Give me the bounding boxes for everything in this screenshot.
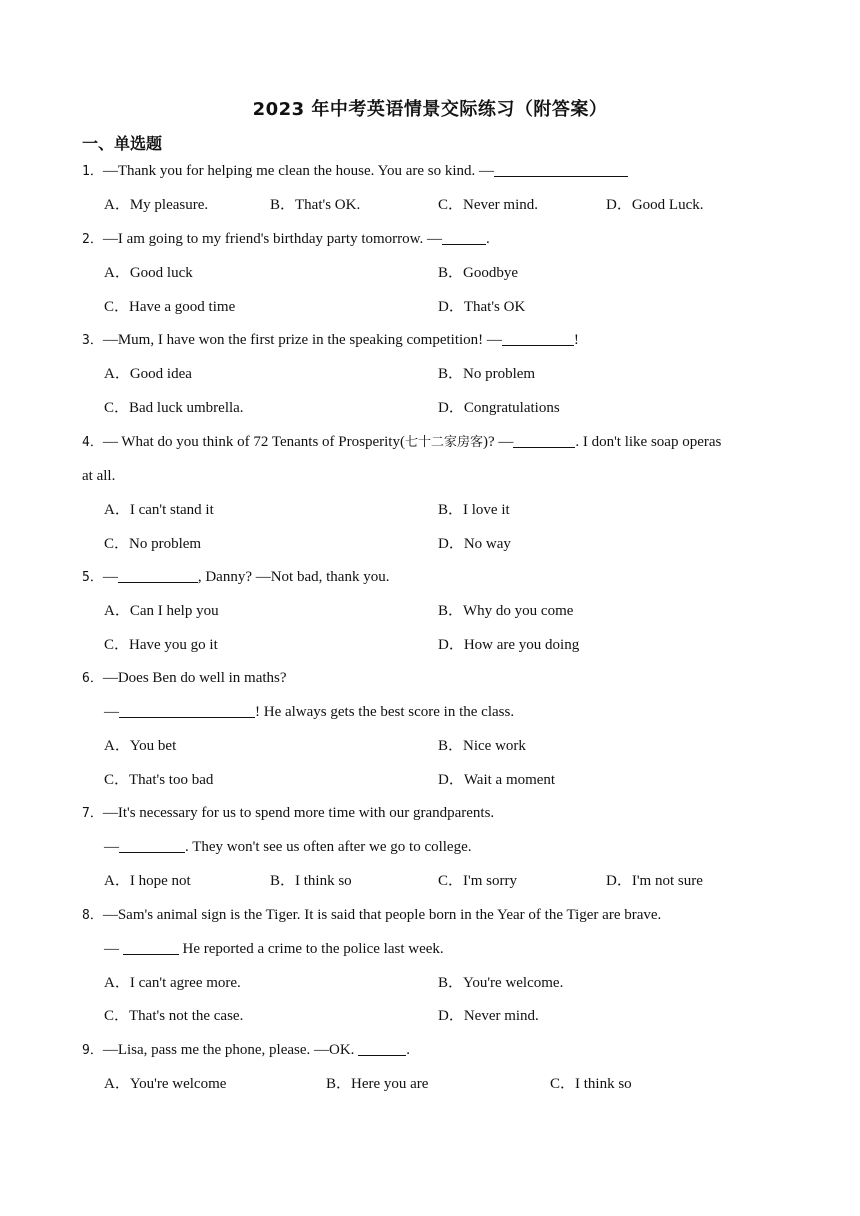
option-a[interactable]: A．Good idea [104,366,192,382]
option-d[interactable]: D．Congratulations [438,400,560,416]
option-d[interactable]: D．How are you doing [438,637,580,653]
option-c[interactable]: C．Bad luck umbrella. [104,400,244,416]
option-b[interactable]: B．That's OK. [270,197,361,213]
question-5-stem: 5．— , Danny? —Not bad, thank you. [82,569,390,585]
question-number: 1． [82,164,103,179]
option-a[interactable]: A．I hope not [104,873,191,889]
answer-blank [442,229,486,245]
option-d[interactable]: D．Wait a moment [438,772,556,788]
question-9-stem: 9．—Lisa, pass me the phone, please. —OK. . [82,1042,410,1058]
answer-blank [494,161,628,177]
option-a[interactable]: A．I can't agree more. [104,975,241,991]
question-6-stem-reply: — ! He always gets the best score in the class. [104,704,515,720]
answer-blank [502,330,574,346]
question-4-stem-continued: at all. [82,468,116,484]
question-number: 8． [82,908,103,923]
option-c[interactable]: C．I'm sorry [438,873,517,889]
page-title: 2023 年中考英语情景交际练习（附答案） [252,99,608,120]
question-7-stem-reply: — . They won't see us often after we go to college. [104,839,472,855]
question-number: 6． [82,671,103,686]
answer-blank [358,1040,406,1056]
question-number: 4． [82,435,103,450]
question-2-stem: 2．—I am going to my friend's birthday party tomorrow. — . [82,231,490,247]
option-c[interactable]: C．I think so [550,1076,632,1092]
answer-blank [123,939,179,955]
option-c[interactable]: C．Never mind. [438,197,538,213]
option-c[interactable]: C．Have you go it [104,637,218,653]
question-8-stem-reply: — He reported a crime to the police last week. [104,941,444,957]
question-3-stem: 3．—Mum, I have won the first prize in the speaking competition! — ! [82,332,579,348]
answer-blank [513,432,575,448]
question-number: 9． [82,1043,103,1058]
question-4-stem: 4．— What do you think of 72 Tenants of Prosperity(七十二家房客)? — . I don't like soap operas [82,434,722,450]
option-c[interactable]: C．That's too bad [104,772,214,788]
option-b[interactable]: B．Goodbye [438,265,518,281]
question-number: 3． [82,333,103,348]
answer-blank [119,702,255,718]
question-number: 2． [82,232,103,247]
option-b[interactable]: B．You're welcome. [438,975,564,991]
question-1-stem: 1．—Thank you for helping me clean the house. You are so kind. — [82,161,628,182]
option-a[interactable]: A．Good luck [104,265,193,281]
option-d[interactable]: D．No way [438,536,511,552]
option-c[interactable]: C．Have a good time [104,299,236,315]
question-7-stem: 7．—It's necessary for us to spend more time with our grandparents. [82,805,495,821]
option-a[interactable]: A．I can't stand it [104,502,214,518]
option-b[interactable]: B．I love it [438,502,510,518]
question-8-stem: 8．—Sam's animal sign is the Tiger. It is said that people born in the Year of the Tiger are brave. [82,907,662,923]
option-a[interactable]: A．You're welcome [104,1076,227,1092]
question-number: 5． [82,570,103,585]
option-a[interactable]: A．You bet [104,738,177,754]
option-a[interactable]: A．My pleasure. [104,197,209,213]
option-c[interactable]: C．No problem [104,536,202,552]
option-a[interactable]: A．Can I help you [104,603,219,619]
section-heading: 一、单选题 [82,134,163,153]
option-d[interactable]: D．Good Luck. [606,197,704,213]
option-b[interactable]: B．Why do you come [438,603,574,619]
option-d[interactable]: D．That's OK [438,299,526,315]
option-b[interactable]: B．Here you are [326,1076,429,1092]
answer-blank [118,567,198,583]
question-number: 7． [82,806,103,821]
option-d[interactable]: D．Never mind. [438,1008,539,1024]
question-6-stem: 6．—Does Ben do well in maths? [82,670,287,686]
option-d[interactable]: D．I'm not sure [606,873,703,889]
answer-blank [119,837,185,853]
option-b[interactable]: B．No problem [438,366,536,382]
option-c[interactable]: C．That's not the case. [104,1008,244,1024]
option-b[interactable]: B．Nice work [438,738,526,754]
option-b[interactable]: B．I think so [270,873,352,889]
